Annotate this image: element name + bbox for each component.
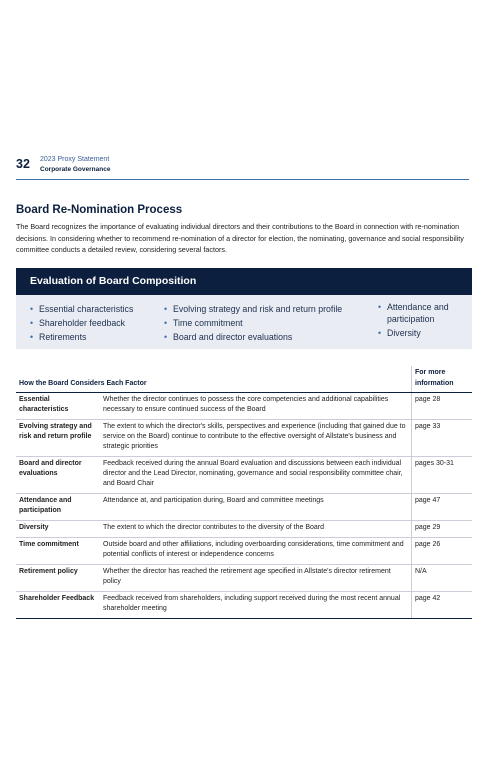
page-header (16, 155, 469, 180)
table-row (16, 538, 472, 565)
info-column-header: For more information (412, 366, 473, 393)
description-cell: Feedback received during the annual Board evaluation and discussions between each individual director and the Lead Director, nominating, governance and social responsibility committee chair, and Board Chair (100, 457, 412, 494)
info-cell: N/A (412, 565, 473, 592)
description-cell: Whether the director has reached the retirement age specified in Allstate's director retirement policy (100, 565, 412, 592)
table-row (16, 457, 472, 494)
info-cell: page 29 (412, 521, 473, 538)
description-cell: Feedback received from shareholders, including support received during the most recent annual shareholder meeting (100, 592, 412, 619)
section-name: Corporate Governance (40, 166, 111, 173)
evaluation-item: • Diversity (378, 328, 470, 340)
evaluation-item: • Evolving strategy and risk and return profile (164, 302, 364, 316)
factor-cell: Essential characteristics (16, 393, 100, 420)
factor-cell: Time commitment (16, 538, 100, 565)
info-cell: page 47 (412, 494, 473, 521)
info-cell: page 28 (412, 393, 473, 420)
table-row (16, 565, 472, 592)
factor-cell: Evolving strategy and risk and return profile (16, 420, 100, 457)
evaluation-item: • Shareholder feedback (30, 316, 160, 330)
evaluation-column-3 (378, 302, 470, 342)
document-title: 2023 Proxy Statement (40, 156, 110, 163)
info-cell: pages 30-31 (412, 457, 473, 494)
evaluation-column-2 (164, 302, 364, 344)
evaluation-item: • Time commitment (164, 316, 364, 330)
evaluation-item: • Attendance and participation (378, 302, 470, 325)
description-cell: Outside board and other affiliations, including overboarding considerations, time commitment and potential conflicts of interest or independence concerns (100, 538, 412, 565)
intro-paragraph: The Board recognizes the importance of evaluating individual directors and their contributions to the Board in connection with re-nomination decisions. In considering whether to recommend re-nomination of a director for election, the nominating, governance and social responsibility committee conducts a detailed review, considering several factors. (16, 222, 464, 254)
info-cell: page 33 (412, 420, 473, 457)
factors-table (16, 366, 472, 619)
page-number: 32 (16, 157, 30, 171)
factor-cell: Board and director evaluations (16, 457, 100, 494)
section-title: Board Re-Nomination Process (16, 204, 183, 216)
factor-cell: Attendance and participation (16, 494, 100, 521)
evaluation-item: • Board and director evaluations (164, 330, 364, 344)
description-cell: The extent to which the director's skills, perspectives and experience (including that gained due to service on the Board) continue to contribute to the effective oversight of Allstate's business and strategic priorities (100, 420, 412, 457)
factor-cell: Retirement policy (16, 565, 100, 592)
factor-column-header: How the Board Considers Each Factor (16, 366, 412, 393)
table-row (16, 420, 472, 457)
table-row (16, 592, 472, 619)
description-cell: The extent to which the director contributes to the diversity of the Board (100, 521, 412, 538)
evaluation-item: • Retirements (30, 330, 160, 344)
evaluation-column-1 (30, 302, 160, 344)
factor-cell: Diversity (16, 521, 100, 538)
evaluation-panel-title: Evaluation of Board Composition (30, 275, 197, 287)
evaluation-panel-body (16, 295, 472, 349)
description-cell: Whether the director continues to possess the core competencies and additional capabilities necessary to ensure continued success of the Board (100, 393, 412, 420)
table-row (16, 521, 472, 538)
table-row (16, 393, 472, 420)
description-cell: Attendance at, and participation during, Board and committee meetings (100, 494, 412, 521)
factor-cell: Shareholder Feedback (16, 592, 100, 619)
table-row (16, 494, 472, 521)
evaluation-item: • Essential characteristics (30, 302, 160, 316)
table-header-row (16, 366, 472, 393)
info-cell: page 42 (412, 592, 473, 619)
evaluation-panel-header (16, 268, 472, 295)
info-cell: page 26 (412, 538, 473, 565)
